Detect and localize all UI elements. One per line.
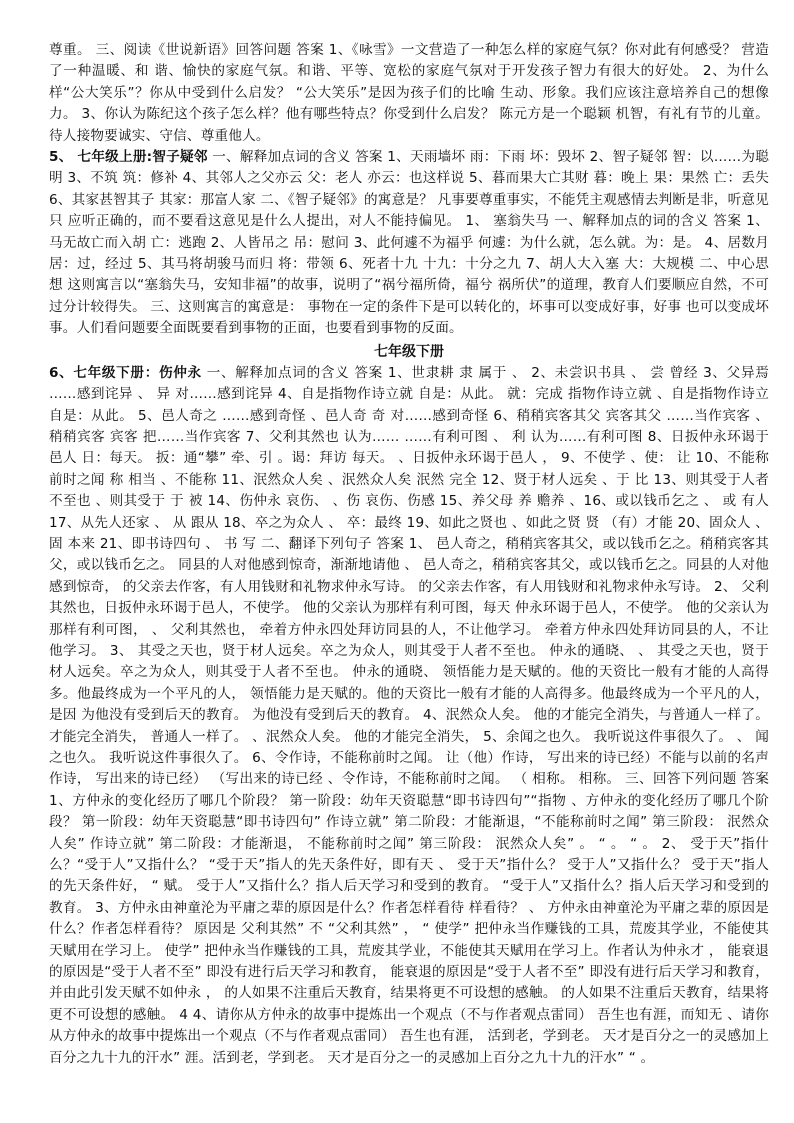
item-6-text: 一、解释加点词的含义 答案 1、世隶耕 隶 属于 、 2、未尝识书具 、 尝 曾经 3、父异焉 ……感到诧异 、 异 对……感到诧异 4、自是指物作诗立就 自是：从此。 就：完成 指物作诗立就 、自是指物作诗立 自是：从此。 5、邑人奇之 ……感到奇怪 、邑人奇 奇 对……感到奇怪 6、稍稍宾客其父 宾客其父 ……当作宾客 、稍稍宾客 宾客 把……当作宾客 7、父利其然也 认为…… ……有利可图 、 利 认为……有利可图 8、日扳仲永环谒于邑人 日：每天。 扳：通“攀” 牵、引 。谒：拜访 每天。 、日扳仲永环谒于邑人 ， 9、不使学 、使： 让 10、不能称前时之闻 称 相当 、不能称 11、泯然众人矣 、泯然众人矣 泯然 完全 12、贤于材人远矣 、于 比 13、则其受于人者不至也 、则其受于 于 被 14、伤仲永 哀伤、 、伤 哀伤、伤感 15、养父母 养 赡养 、16、或以钱币乞之 、 或 有人 17、从先人还家 、 从 跟从 18、卒之为众人 、 卒：最终 19、如此之贤也 、如此之贤 贤 （有）才能 20、固众人 、 固 本来 21、即书诗四句 、 书 写 二、翻译下列句子 答案 1、 邑人奇之，稍稍宾客其父，或以钱币乞之。稍稍宾客其父，或以钱币乞之。 同县的人对他感到惊奇，渐渐地请他 、 邑人奇之，稍稍宾客其父，或以钱币乞之。同县的人对他感到惊奇， 的父亲去作客，有人用钱财和礼物求仲永写诗。 的父亲去作客，有人用钱财和礼物求仲永写诗。 2、 父利其然也，日扳仲永环谒于邑人，不使学。 他的父亲认为那样有利可图，每天 仲永环谒于邑人，不使学。 他的父亲认为那样有利可图， 、 父利其然也， 牵着方仲永四处拜访同县的人，不让他学习。 牵着方仲永四处拜访同县的人，不让他学习。 3、 其受之天也，贤于材人远矣。卒之为众人，则其受于人者不至也。 仲永的通晓、 、 其受之天也，贤于材人远矣。卒之为众人，则其受于人者不至也。 仲永的通晓、 领悟能力是天赋的。他的天资比一般有才能的人高得多。他最终成为一个平凡的人， 领悟能力是天赋的。他的天资比一般有才能的人高得多。他最终成为一个平凡的人，是因 为他没有受到后天的教育。 为他没有受到后天的教育。 4、泯然众人矣。 他的才能完全消失，与普通人一样了。 才能完全消失， 普通人一样了。 、泯然众人矣。 他的才能完全消失， 5、余闻之也久。 我听说这件事很久了。 、 闻之也久。 我听说这件事很久了。 6、令作诗，不能称前时之闻。 让（他）作诗， 写出来的诗已经）不能与以前的名声 作诗， 写出来的诗已经） （写出来的诗已经 、令作诗，不能称前时之闻。 （ 相称。 相称。 三、回答下列问题 答案 1、方仲永的变化经历了哪几个阶段？ 第一阶段：幼年天资聪慧“即书诗四句”“指物 、方仲永的变化经历了哪几个阶段？ 第一阶段：幼年天资聪慧“即书诗四句” 作诗立就” 第二阶段：才能渐退，“不能称前时之闻” 第三阶段： 泯然众人矣” 作诗立就” 第二阶段：才能渐退， 不能称前时之闻” 第三阶段： 泯然众人矣” 。 “ 。 “ 。 2、 受于天”指什么？“受于人”又指什么？ “受于天”指人的先天条件好，即有天 、 受于天”指什么？ 受于人”又指什么？ 受于天”指人的先天条件好， “ 赋。 受于人”又指什么？指人后天学习和受到的教育。 “受于人”又指什么？指人后天学习和受到的教育。 3、方仲永由神童沦为平庸之辈的原因是什么？作者怎样看待 样看待？ 、 方仲永由神童沦为平庸之辈的原因是什么？作者怎样看待？ 原因是 父利其然” 不 “父利其然” ， “ 使学” 把仲永当作赚钱的工具，荒废其学业，不能使其天赋用在学习上。 使学” 把仲永当作赚钱的工具，荒废其学业，不能使其天赋用在学习上。作者认为仲永才 ， 能衰退的原因是“受于人者不至” 即没有进行后天学习和教育， 能衰退的原因是“受于人者不至” 即没有进行后天学习和教育，并由此引发天赋不如仲永 ， 的人如果不注重后天教育，结果将更不可设想的感触。 的人如果不注重后天教育，结果将更不可设想的感触。 4 4、请你从方仲永的故事中提炼出一个观点（不与作者观点雷同） 吾生也有涯，而知无 、请你从方仲永的故事中提炼出一个观点（不与作者观点雷同） 吾生也有涯， 活到老，学到老。 天才是百分之一的灵感加上百分之九十九的汗水” 涯。活到老，学到老。 天才是百分之一的灵感加上百分之九十九的汗水” “ 。 xyxy=(49,364,769,1066)
item-5-text: 一、解释加点词的含义 答案 1、天雨墙坏 雨：下雨 坏：毁坏 2、智子疑邻 智：以……为聪明 3、不筑 筑：修补 4、其邻人之父亦云 父：老人 亦云：也这样说 5、暮而果大亡其财 暮：晚上 果：果然 亡：丢失 6、其家甚智其子 其家：那富人家 二、《智子疑邻》的寓意是？ 凡事要尊重事实，不能凭主观感情去判断是非，听意见只 应听正确的，而不要看这意见是什么人提出，对人不能持偏见。 1、 塞翁失马 一、解释加点的词的含义 答案 1、马无故亡而入胡 亡：逃跑 2、人皆吊之 吊：慰问 3、此何遽不为福乎 何遽：为什么就，怎么就。为：是。 4、居数月 居：过，经过 5、其马将胡骏马而归 将：带领 6、死者十九 十九：十分之九 7、胡人大入塞 大：大规模 二、中心思想 这则寓言以“塞翁失马，安知非福”的故事，说明了“祸兮福所倚，福兮 祸所伏”的道理，教育人们要顺应自然，不可过分计较得失。 三、这则寓言的寓意是： 事物在一定的条件下是可以转化的，坏事可以变成好事，好事 也可以变成坏事。人们看问题要全面既要看到事物的正面，也要看到事物的反面。 xyxy=(49,149,769,337)
intro-paragraph: 尊重。 三、阅读《世说新语》回答问题 答案 1、《咏雪》一文营造了一种怎么样的家庭气氛？你对此有何感受？ 营造了一种温暖、和 谐、愉快的家庭气氛。和谐、平等、宽松的家庭气氛对于开发孩子智力有很大的好处。 2、为什么样“公大笑乐”？你从中受到什么启发？ “公大笑乐”是因为孩子们的比喻 生动、形象。我们应该注意培养自己的想像力。 3、你认为陈纪这个孩子怎么样？他有哪些特点？你受到什么启发？ 陈元方是一个聪颖 机智，有礼有节的儿童。待人接物要诚实、守信、尊重他人。 xyxy=(49,42,769,144)
item-6-title: 6、七年级下册：伤仲永 xyxy=(49,364,202,381)
document-page xyxy=(49,40,769,1069)
section-heading: 七年级下册 xyxy=(374,343,444,360)
item-5-title: 5、 七年级上册:智子疑邻 xyxy=(49,149,208,166)
item-6-paragraph xyxy=(49,363,769,1069)
item-5-paragraph xyxy=(49,147,769,340)
